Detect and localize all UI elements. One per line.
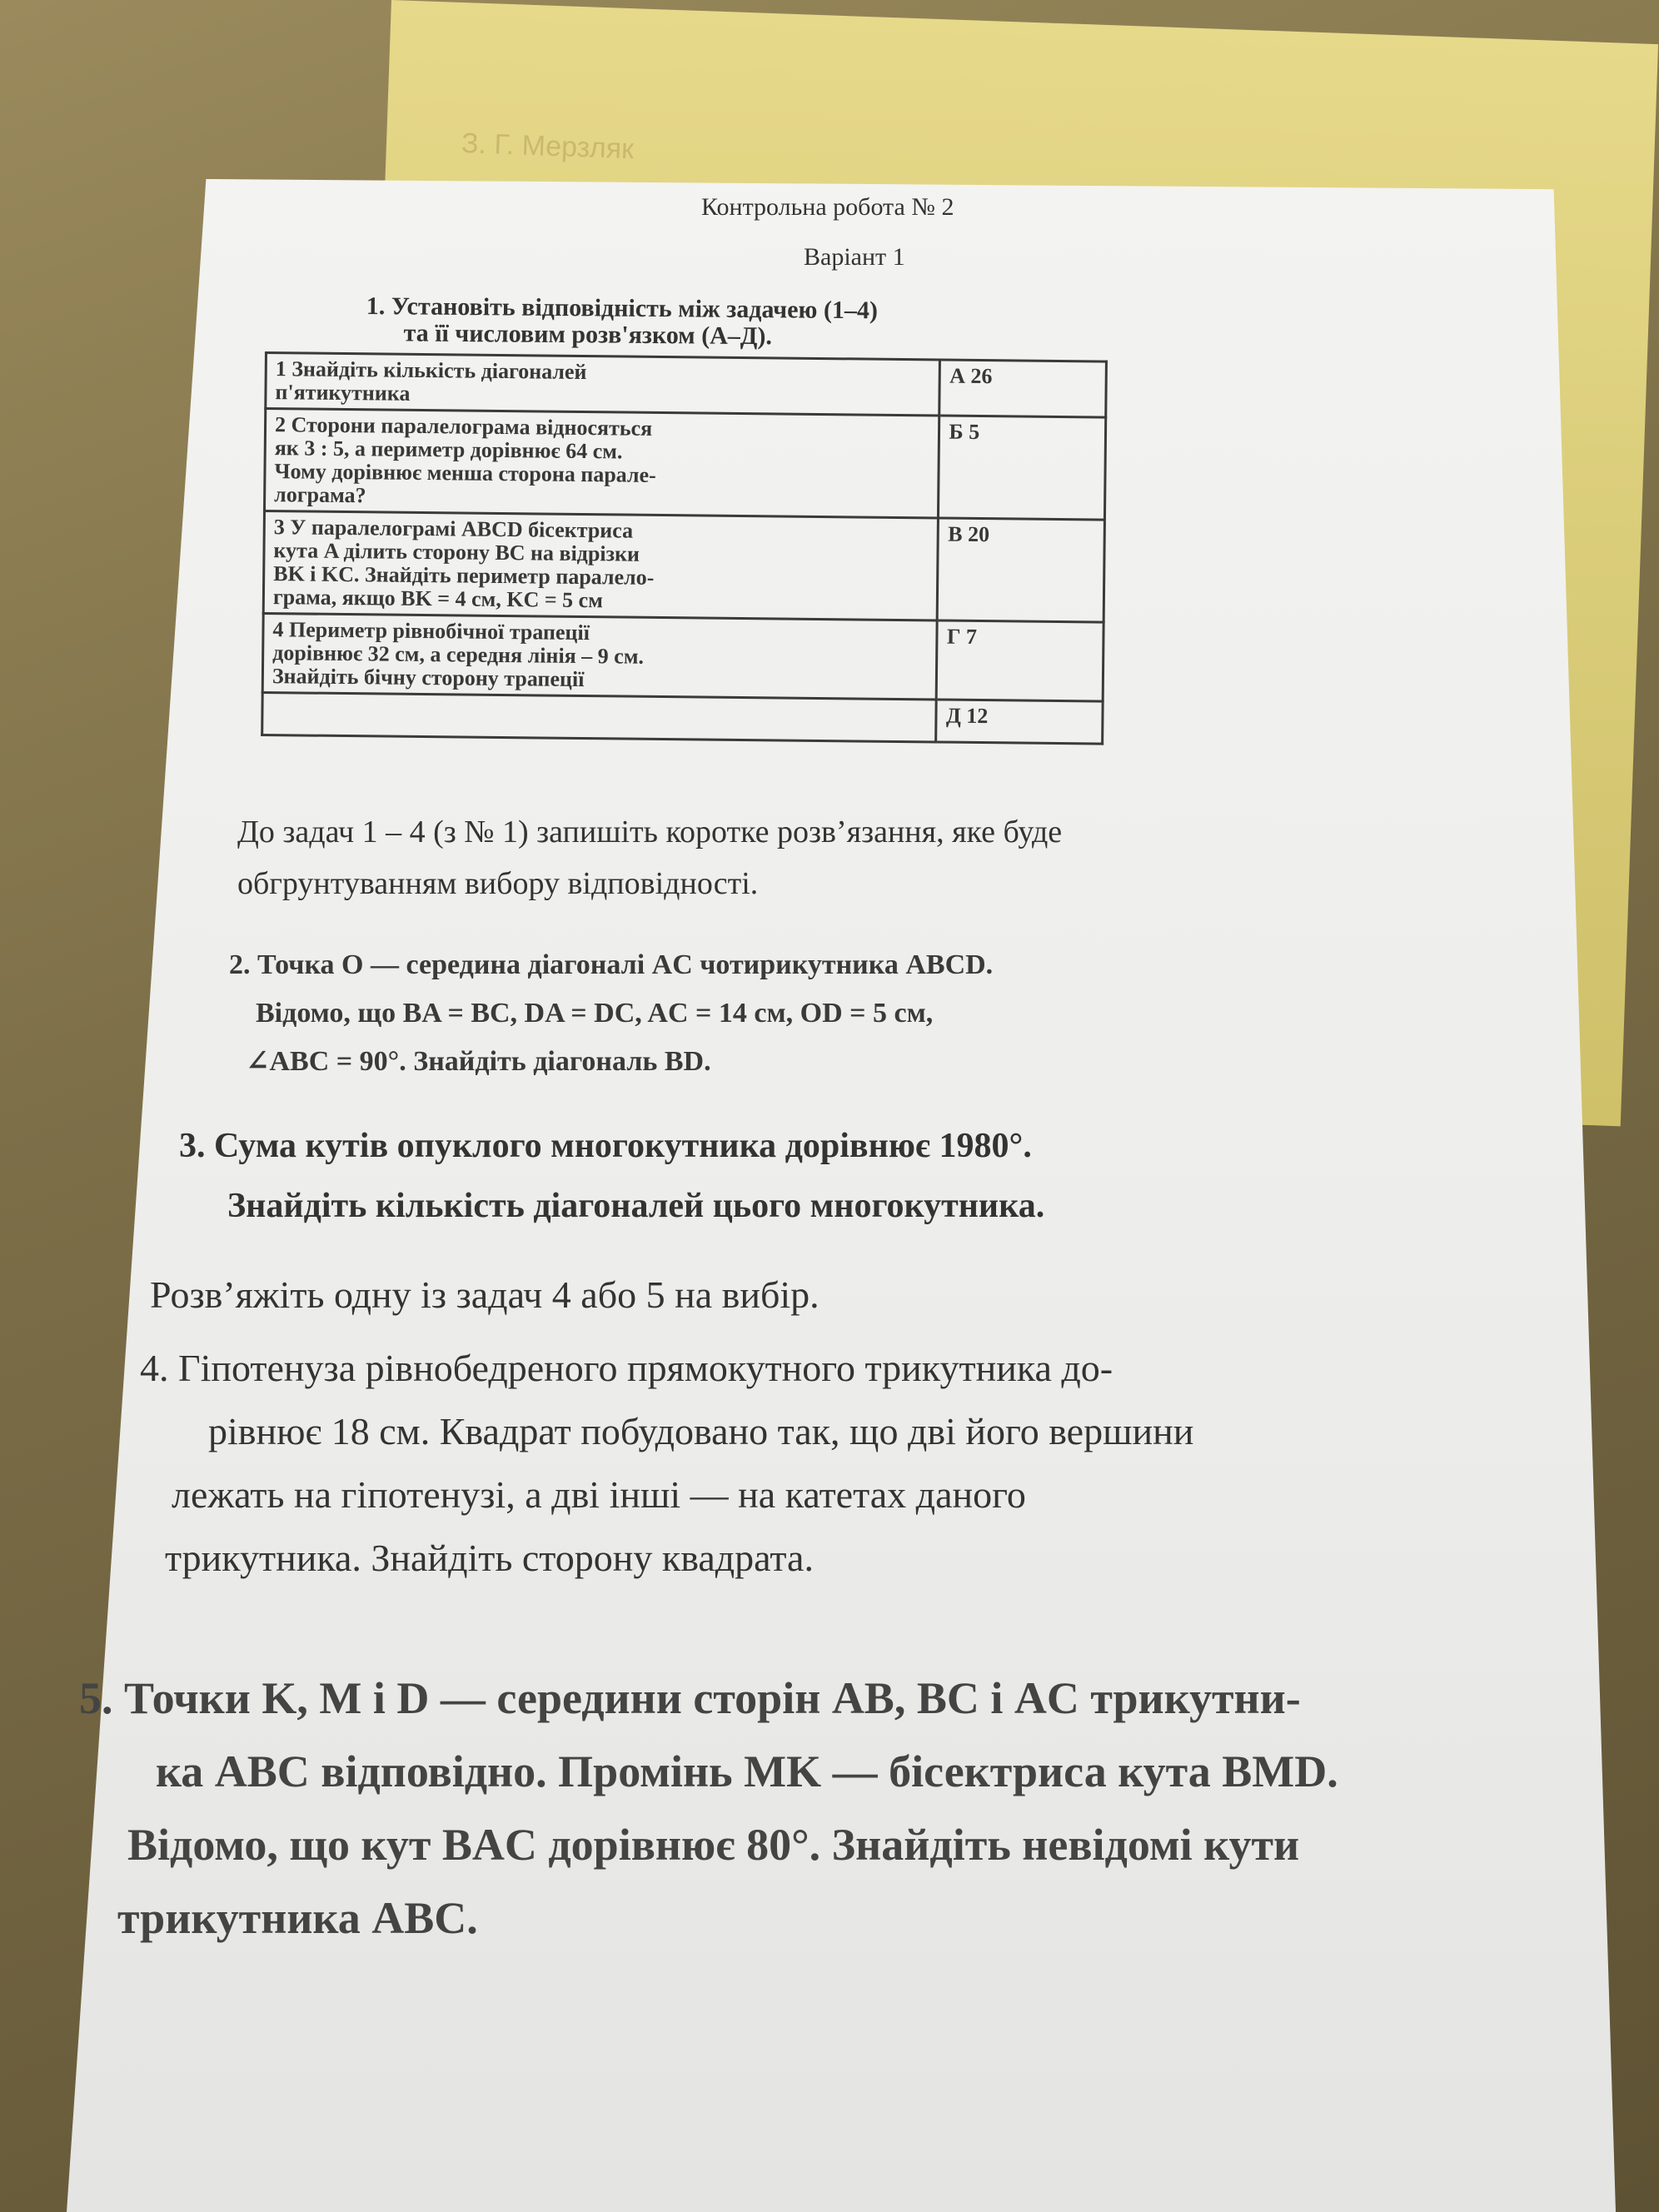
table-row bbox=[264, 409, 1105, 521]
note-line-2: обгрунтуванням вибору відповідності. bbox=[237, 866, 759, 901]
answer-cell: Б 5 bbox=[939, 416, 1106, 520]
choice-instruction: Розв’яжіть одну із задач 4 або 5 на вибір. bbox=[150, 1273, 820, 1316]
task-5 bbox=[79, 1661, 1338, 1955]
problem-cell bbox=[263, 511, 939, 620]
task-4-line-1: 4. Гіпотенуза рівнобедреного прямокутного трикутника до- bbox=[140, 1347, 1113, 1389]
task-4-line-2: рівнює 18 см. Квадрат побудовано так, що дві його вершини bbox=[208, 1410, 1194, 1452]
answer-cell: Г 7 bbox=[937, 620, 1104, 701]
problem-text: BK і KC. Знайдіть периметр паралело- bbox=[273, 561, 655, 590]
table-row bbox=[262, 692, 1103, 744]
problem-text: як 3 : 5, а периметр дорівнює 64 см. bbox=[274, 436, 623, 464]
problem-cell bbox=[262, 613, 937, 699]
table-row bbox=[266, 353, 1107, 418]
worksheet-title: Контрольна робота № 2 bbox=[701, 193, 954, 221]
problem-text: 1 Знайдіть кількість діагоналей bbox=[275, 356, 587, 385]
problem-text: 4 Периметр рівнобічної трапеції bbox=[272, 617, 590, 645]
answer-cell: Д 12 bbox=[936, 700, 1103, 744]
short-solution-note bbox=[237, 806, 1062, 909]
task-1-line-2: та її числовим розв'язком (А–Д). bbox=[403, 319, 773, 351]
matching-table bbox=[261, 351, 1108, 745]
problem-text: Знайдіть бічну сторону трапеції bbox=[272, 664, 585, 692]
task-5-line-1: 5. Точки K, M і D — середини сторін AB, BC і AC трикутни- bbox=[79, 1673, 1301, 1723]
problem-text: п'ятикутника bbox=[275, 380, 411, 406]
task-5-line-2: ка ABC відповідно. Промінь MK — бісектриса кута BMD. bbox=[156, 1746, 1338, 1796]
task-2-line-1: 2. Точка O — середина діагоналі AC чотирикутника ABCD. bbox=[229, 949, 994, 980]
folder-label: З. Г. Мерзляк bbox=[461, 127, 635, 166]
task-1-instruction bbox=[366, 293, 878, 351]
task-4 bbox=[140, 1337, 1193, 1590]
problem-cell-empty bbox=[262, 692, 937, 741]
task-2-line-2: Відомо, що BA = BC, DA = DC, AC = 14 см, OD = 5 см, bbox=[256, 998, 934, 1029]
problem-text: дорівнює 32 см, а середня лінія – 9 см. bbox=[272, 640, 645, 669]
task-4-line-3: лежать на гіпотенузі, а дві інші — на катетах даного bbox=[172, 1473, 1026, 1516]
task-5-line-4: трикутника ABC. bbox=[117, 1893, 478, 1943]
problem-text: 3 У паралелограмі ABCD бісектриса bbox=[273, 515, 634, 543]
task-3-line-1: 3. Сума кутів опуклого многокутника дорівнює 1980°. bbox=[179, 1127, 1032, 1165]
task-2 bbox=[229, 941, 993, 1086]
variant-label: Варіант 1 bbox=[804, 243, 905, 271]
task-5-line-3: Відомо, що кут BAC дорівнює 80°. Знайдіть невідомі кути bbox=[127, 1820, 1300, 1870]
problem-text: лограма? bbox=[274, 482, 366, 508]
answer-cell: А 26 bbox=[939, 360, 1106, 417]
task-4-line-4: трикутника. Знайдіть сторону квадрата. bbox=[165, 1537, 814, 1579]
table-row bbox=[263, 511, 1104, 623]
answer-cell: В 20 bbox=[938, 518, 1105, 622]
problem-cell bbox=[264, 409, 939, 518]
problem-text: грама, якщо BK = 4 см, KC = 5 см bbox=[272, 585, 604, 613]
task-1-line-1: 1. Установіть відповідність між задачею (1–4) bbox=[366, 292, 879, 325]
task-3-line-2: Знайдіть кількість діагоналей цього многокутника. bbox=[227, 1187, 1045, 1225]
problem-cell bbox=[266, 353, 940, 416]
problem-text: кута A ділить сторону BC на відрізки bbox=[273, 538, 640, 566]
problem-text: 2 Сторони паралелограма відносяться bbox=[274, 412, 653, 441]
task-2-line-3: ∠ABC = 90°. Знайдіть діагональ BD. bbox=[246, 1046, 711, 1077]
task-3 bbox=[179, 1116, 1044, 1236]
note-line-1: До задач 1 – 4 (з № 1) запишіть коротке розв’язання, яке буде bbox=[237, 815, 1063, 849]
problem-text: Чому дорівнює менша сторона парале- bbox=[274, 459, 656, 487]
table-row bbox=[262, 613, 1104, 701]
